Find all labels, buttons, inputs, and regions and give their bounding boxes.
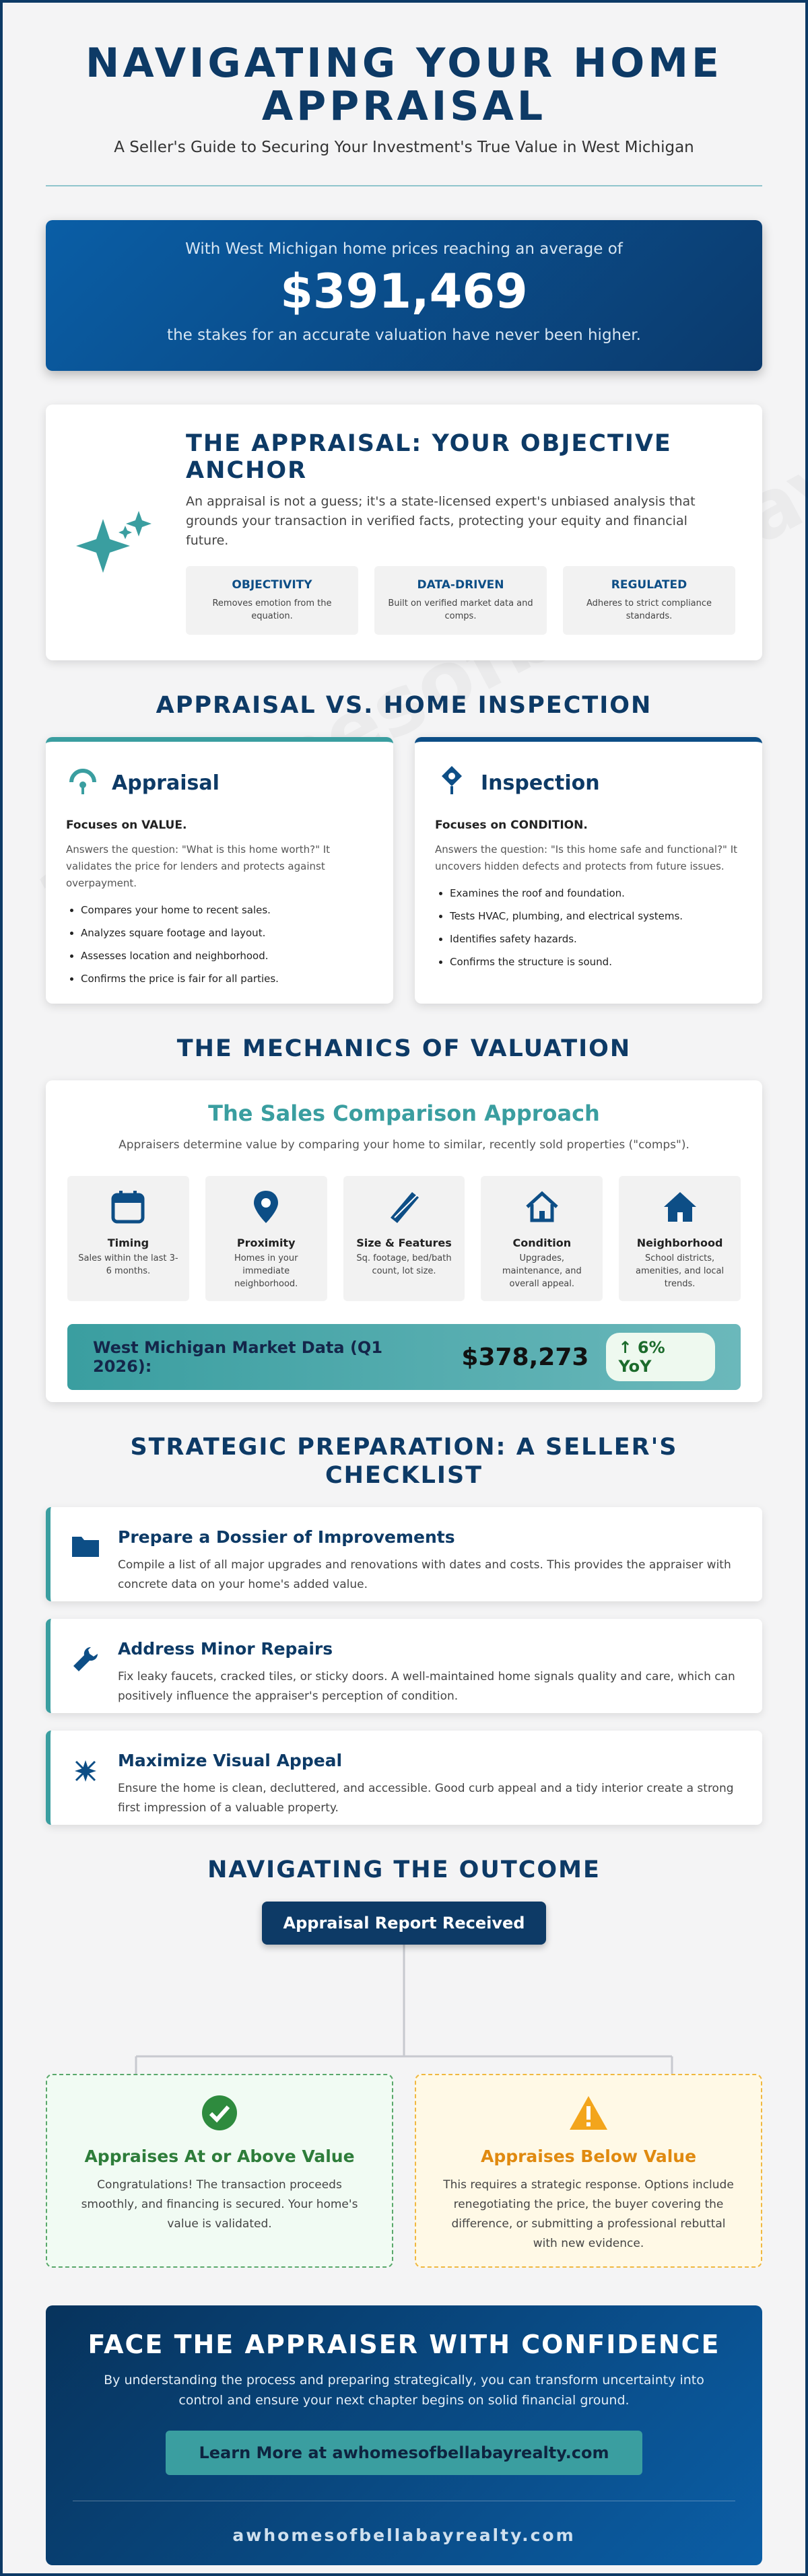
market-label: West Michigan Market Data (Q1 2026): bbox=[93, 1338, 383, 1376]
objective-anchor-card bbox=[46, 405, 762, 660]
sales-comparison-title: The Sales Comparison Approach bbox=[208, 1101, 600, 1126]
factor-timing bbox=[67, 1176, 189, 1301]
list-item: • Tests HVAC, plumbing, and electrical systems. bbox=[450, 910, 742, 922]
magnifier-icon bbox=[435, 763, 469, 802]
anchor-text: An appraisal is not a guess; it's a state-licensed expert's unbiased analysis that grounds your transaction in verified facts, protecting your equity and financial future. bbox=[186, 494, 696, 548]
outcome-at-or-above bbox=[46, 2074, 393, 2268]
factor-neighborhood bbox=[619, 1176, 741, 1301]
mechanics-title: THE MECHANICS OF VALUATION bbox=[176, 1035, 632, 1062]
list-item: • Assesses location and neighborhood. bbox=[81, 950, 373, 962]
banner-post-text: the stakes for an accurate valuation have never been higher. bbox=[167, 326, 641, 344]
pill-regulated bbox=[563, 566, 735, 635]
factor-size-features bbox=[343, 1176, 465, 1301]
house-icon bbox=[661, 1216, 699, 1228]
checklist-item-title: Address Minor Repairs bbox=[118, 1639, 333, 1659]
factor-proximity bbox=[205, 1176, 327, 1301]
outcome-bad-text: This requires a strategic response. Options include renegotiating the price, the buyer covering the difference, or submitting a professional rebuttal with new evidence. bbox=[443, 2178, 734, 2250]
appraisal-question: Answers the question: "What is this home worth?" It validates the price for lenders and protects against overpayment. bbox=[66, 843, 331, 889]
pill-title: OBJECTIVITY bbox=[232, 578, 312, 592]
checklist-item-text: Ensure the home is clean, decluttered, and accessible. Good curb appeal and a tidy interior create a strong first impression of a valuable property. bbox=[118, 1782, 734, 1815]
sparkle-icon bbox=[73, 506, 160, 582]
list-item: • Identifies safety hazards. bbox=[450, 933, 742, 945]
list-item: • Confirms the structure is sound. bbox=[450, 956, 742, 968]
outcome-title: NAVIGATING THE OUTCOME bbox=[207, 1856, 601, 1883]
factor-title: Timing bbox=[107, 1237, 149, 1249]
gauge-icon bbox=[66, 763, 100, 802]
outcome-good-text: Congratulations! The transaction proceeds smoothly, and financing is secured. Your home's value is validated. bbox=[81, 2178, 358, 2231]
checklist-item-visual bbox=[46, 1731, 762, 1825]
ruler-icon bbox=[385, 1216, 423, 1228]
page-subtitle: A Seller's Guide to Securing Your Investment's True Value in West Michigan bbox=[114, 139, 694, 156]
factor-title: Condition bbox=[512, 1237, 572, 1249]
factor-title: Proximity bbox=[236, 1237, 296, 1249]
checklist-item-text: Fix leaky faucets, cracked tiles, or sticky doors. A well-maintained home signals quality and care, which can positively influence the appraiser's perception of condition. bbox=[118, 1670, 735, 1703]
price-banner bbox=[46, 220, 762, 371]
versus-columns bbox=[46, 737, 762, 1004]
appraisal-card bbox=[46, 737, 393, 1004]
location-pin-icon bbox=[247, 1216, 285, 1228]
factor-title: Neighborhood bbox=[636, 1237, 723, 1249]
list-item: • Analyzes square footage and layout. bbox=[81, 927, 373, 939]
infographic bbox=[46, 0, 762, 2565]
factor-tiles bbox=[67, 1176, 741, 1301]
pill-text: Built on verified market data and comps. bbox=[388, 598, 533, 621]
inspection-focus: Focuses on CONDITION. bbox=[435, 819, 588, 832]
sparkle-icon bbox=[71, 1756, 100, 1788]
outcome-bad-title: Appraises Below Value bbox=[480, 2147, 697, 2166]
factor-title: Size & Features bbox=[356, 1237, 452, 1249]
report-received-node: Appraisal Report Received bbox=[262, 1902, 546, 1945]
sales-comparison-text: Appraisers determine value by comparing your home to similar, recently sold properties ("comps"). bbox=[119, 1138, 689, 1152]
factor-text: Upgrades, maintenance, and overall appeal. bbox=[502, 1253, 582, 1289]
inspection-card bbox=[415, 737, 762, 1004]
wrench-icon bbox=[71, 1644, 100, 1677]
inspection-heading: Inspection bbox=[481, 771, 600, 795]
sales-comparison-card bbox=[46, 1080, 762, 1402]
banner-pre-text: With West Michigan home prices reaching an average of bbox=[185, 240, 623, 258]
factor-condition bbox=[481, 1176, 603, 1301]
house-outline-icon bbox=[523, 1216, 561, 1228]
factor-text: School districts, amenities, and local trends. bbox=[636, 1253, 725, 1289]
inspection-question: Answers the question: "Is this home safe and functional?" It uncovers hidden defects and protects from future issues. bbox=[435, 843, 738, 872]
pill-text: Adheres to strict compliance standards. bbox=[586, 598, 712, 621]
appraisal-list bbox=[66, 904, 373, 985]
anchor-title: THE APPRAISAL: YOUR OBJECTIVE ANCHOR bbox=[186, 430, 672, 484]
divider bbox=[46, 185, 762, 186]
outcome-good-title: Appraises At or Above Value bbox=[84, 2147, 355, 2166]
pill-title: REGULATED bbox=[611, 578, 687, 592]
pill-data-driven bbox=[374, 566, 547, 635]
learn-more-button[interactable]: Learn More at awhomesofbellabayrealty.com bbox=[166, 2431, 642, 2475]
list-item: • Confirms the price is fair for all parties. bbox=[81, 973, 373, 985]
pill-text: Removes emotion from the equation. bbox=[212, 598, 332, 621]
list-item: • Compares your home to recent sales. bbox=[81, 904, 373, 916]
site-link[interactable]: awhomesofbellabayrealty.com bbox=[232, 2526, 576, 2545]
versus-title: APPRAISAL VS. HOME INSPECTION bbox=[156, 692, 652, 719]
cta-text: By understanding the process and preparing strategically, you can transform uncertainty into control and ensure your next chapter begins on solid financial ground. bbox=[104, 2373, 704, 2408]
checklist-item-dossier bbox=[46, 1507, 762, 1601]
checklist-item-title: Prepare a Dossier of Improvements bbox=[118, 1527, 455, 1547]
cta-title: FACE THE APPRAISER WITH CONFIDENCE bbox=[88, 2330, 720, 2359]
warning-icon bbox=[568, 2122, 609, 2134]
market-value: $378,273 bbox=[461, 1343, 589, 1371]
checklist-title: STRATEGIC PREPARATION: A SELLER'S CHECKLIST bbox=[130, 1434, 678, 1489]
calendar-icon bbox=[109, 1216, 147, 1228]
pill-title: DATA-DRIVEN bbox=[417, 578, 504, 592]
factor-text: Homes in your immediate neighborhood. bbox=[234, 1253, 298, 1289]
appraisal-heading: Appraisal bbox=[112, 771, 220, 795]
inspection-list bbox=[435, 887, 742, 968]
checklist-item-title: Maximize Visual Appeal bbox=[118, 1751, 343, 1770]
checklist-item-repairs bbox=[46, 1619, 762, 1713]
checklist-item-text: Compile a list of all major upgrades and renovations with dates and costs. This provides the appraiser with concrete data on your home's added value. bbox=[118, 1558, 731, 1591]
pill-objectivity bbox=[186, 566, 358, 635]
outcome-flow bbox=[46, 1902, 762, 2305]
list-item: • Examines the roof and foundation. bbox=[450, 887, 742, 899]
cta-panel bbox=[46, 2305, 762, 2565]
appraisal-focus: Focuses on VALUE. bbox=[66, 819, 187, 832]
market-data-bar bbox=[67, 1324, 741, 1390]
outcome-below bbox=[415, 2074, 762, 2268]
factor-text: Sq. footage, bed/bath count, lot size. bbox=[356, 1253, 452, 1276]
factor-text: Sales within the last 3-6 months. bbox=[78, 1253, 178, 1276]
check-circle-icon bbox=[201, 2122, 238, 2134]
folder-icon bbox=[71, 1533, 100, 1562]
yoy-badge: ↑ 6% YoY bbox=[606, 1333, 715, 1381]
anchor-pills bbox=[186, 566, 735, 635]
page-title: NAVIGATING YOUR HOME APPRAISAL bbox=[85, 40, 722, 130]
average-price: $391,469 bbox=[280, 264, 528, 319]
